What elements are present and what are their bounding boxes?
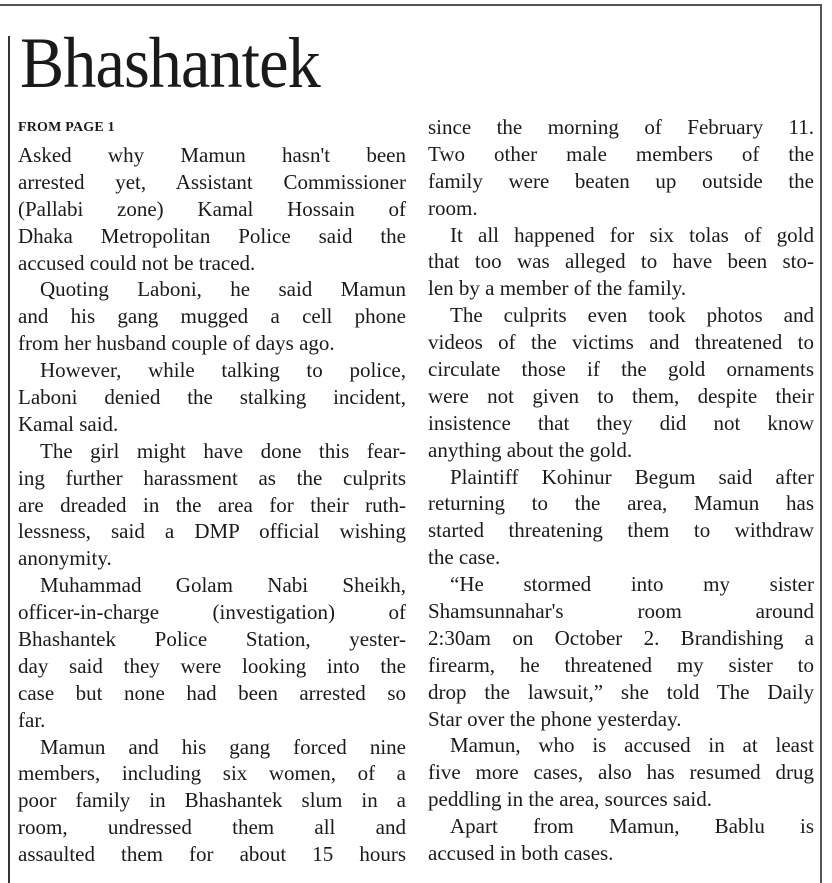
text-line: and his gang mugged a cell phone (18, 304, 406, 329)
text-line: since the morning of February 11. (428, 115, 814, 139)
text-line: Mamun, who is accused in at least (450, 733, 814, 758)
text-line: case but none had been arrested so (18, 680, 406, 705)
text-line: drop the lawsuit,” she told The Daily (428, 679, 814, 704)
paragraph (18, 734, 406, 868)
paragraph (428, 813, 814, 867)
text-line: Laboni denied the stalking incident, (18, 385, 406, 410)
text-line: room. (428, 195, 478, 220)
article-column-2 (428, 114, 814, 867)
top-rule (0, 4, 822, 6)
text-line: Apart from Mamun, Bablu is (450, 814, 814, 839)
text-line: assaulted them for about 15 hours (18, 842, 406, 867)
paragraph (18, 572, 406, 733)
text-line: day said they were looking into the (18, 653, 406, 678)
text-line: circulate those if the gold ornaments (428, 357, 814, 382)
text-line: five more cases, also has resumed drug (428, 760, 814, 785)
text-line: officer-in-charge (investigation) of (18, 600, 406, 625)
text-line: 2:30am on October 2. Brandishing a (428, 625, 814, 650)
text-line: Quoting Laboni, he said Mamun (40, 277, 406, 302)
text-line: the case. (428, 545, 501, 570)
text-line: members, including six women, of a (18, 761, 406, 786)
text-line: The girl might have done this fear- (40, 438, 406, 463)
text-line: len by a member of the family. (428, 276, 687, 301)
paragraph (428, 571, 814, 732)
paragraph (428, 302, 814, 463)
text-line: far. (18, 707, 46, 732)
paragraph (428, 222, 814, 303)
text-line: ing further harassment as the culprits (18, 465, 406, 490)
text-line: (Pallabi zone) Kamal Hossain of (18, 196, 406, 221)
text-line: arrested yet, Assistant Commissioner (18, 169, 406, 194)
paragraph (18, 276, 406, 357)
text-line: Kamal said. (18, 411, 119, 436)
text-line: “He stormed into my sister (450, 572, 814, 597)
text-line: Asked why Mamun hasn't been (18, 143, 406, 167)
text-line: anonymity. (18, 546, 112, 571)
paragraph (428, 114, 814, 222)
text-line: Plaintiff Kohinur Begum said after (450, 464, 814, 489)
text-line: room, undressed them all and (18, 815, 406, 840)
right-rule (820, 4, 822, 883)
paragraph (428, 732, 814, 813)
text-line: Two other male members of the (428, 141, 814, 166)
text-line: firearm, he threatened my sister to (428, 652, 814, 677)
text-line: poor family in Bhashantek slum in a (18, 788, 406, 813)
text-line: were not given to them, despite their (428, 383, 814, 408)
paragraph (18, 438, 406, 572)
text-line: It all happened for six tolas of gold (450, 222, 814, 247)
text-line: insistence that they did not know (428, 410, 814, 435)
headline: Bhashantek (20, 23, 320, 103)
left-rule (8, 36, 10, 883)
text-line: The culprits even took photos and (450, 303, 814, 328)
text-line: started threatening them to withdraw (428, 518, 814, 543)
from-page-label: FROM PAGE 1 (18, 120, 115, 135)
text-line: Mamun and his gang forced nine (40, 734, 406, 759)
text-line: lessness, said a DMP official wishing (18, 519, 406, 544)
article-column-1 (18, 116, 406, 868)
text-line: accused could not be traced. (18, 250, 256, 275)
text-line: However, while talking to police, (40, 358, 406, 383)
text-line: Bhashantek Police Station, yester- (18, 627, 406, 652)
text-line: Dhaka Metropolitan Police said the (18, 223, 406, 248)
text-line: are dreaded in the area for their ruth- (18, 492, 406, 517)
text-line: that too was alleged to have been sto- (428, 249, 814, 274)
text-line: videos of the victims and threatened to (428, 330, 814, 355)
text-line: anything about the gold. (428, 437, 633, 462)
paragraph (18, 142, 406, 276)
text-line: peddling in the area, sources said. (428, 787, 712, 812)
paragraph (428, 464, 814, 572)
text-line: Shamsunnahar's room around (428, 599, 814, 624)
text-line: returning to the area, Mamun has (428, 491, 814, 516)
text-line: from her husband couple of days ago. (18, 331, 335, 356)
text-line: family were beaten up outside the (428, 168, 814, 193)
text-line: Star over the phone yesterday. (428, 706, 682, 731)
text-line: accused in both cases. (428, 841, 614, 866)
text-line: Muhammad Golam Nabi Sheikh, (40, 573, 406, 598)
paragraph (18, 357, 406, 438)
